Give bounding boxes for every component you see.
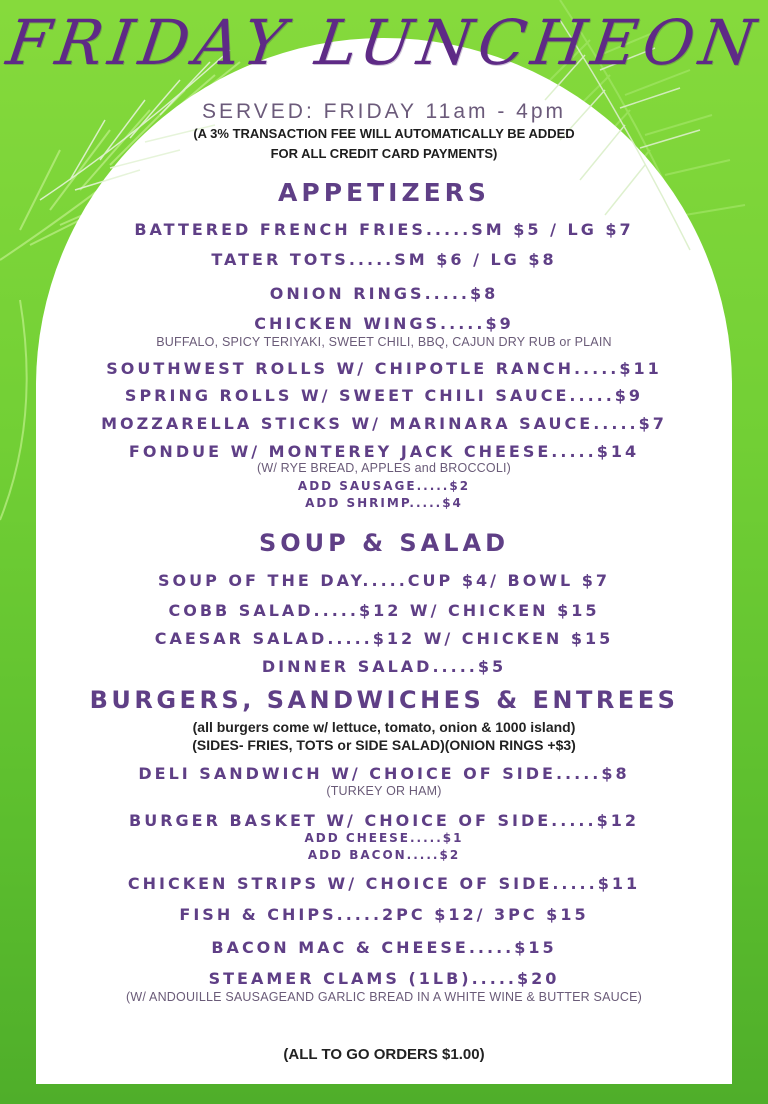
menu-item-soup-of-the-day: SOUP OF THE DAY.....CUP $4/ BOWL $7 (158, 571, 610, 590)
menu-item-dinner-salad: DINNER SALAD.....$5 (261, 657, 507, 676)
burger-add-cheese: ADD CHEESE.....$1 (304, 831, 464, 845)
menu-item-tater-tots: TATER TOTS.....SM $6 / LG $8 (211, 250, 557, 269)
soup-salad-heading: SOUP & SALAD (258, 529, 510, 557)
fee-notice-line-2: FOR ALL CREDIT CARD PAYMENTS) (270, 146, 498, 161)
fee-notice-line-1: (A 3% TRANSACTION FEE WILL AUTOMATICALLY BE ADDED (193, 126, 575, 141)
menu-item-chicken-strips: CHICKEN STRIPS W/ CHOICE OF SIDE.....$11 (127, 874, 641, 893)
burgers-sides-note: (SIDES- FRIES, TOTS or SIDE SALAD)(ONION RINGS +$3) (192, 737, 576, 753)
menu-item-southwest-rolls: SOUTHWEST ROLLS W/ CHIPOTLE RANCH.....$11 (106, 359, 662, 378)
menu-title: FRIDAY LUNCHEON (2, 6, 766, 79)
appetizers-heading: APPETIZERS (278, 178, 490, 207)
to-go-orders-note: (ALL TO GO ORDERS $1.00) (283, 1046, 485, 1063)
menu-item-steamer-clams: STEAMER CLAMS (1LB).....$20 (208, 969, 560, 988)
burger-add-bacon: ADD BACON.....$2 (307, 848, 461, 862)
menu-item-spring-rolls: SPRING ROLLS W/ SWEET CHILI SAUCE.....$9 (124, 386, 644, 405)
menu-item-chicken-wings: CHICKEN WINGS.....$9 (254, 314, 514, 333)
menu-item-onion-rings: ONION RINGS.....$8 (269, 284, 499, 303)
menu-item-fish-and-chips: FISH & CHIPS.....2PC $12/ 3PC $15 (179, 905, 589, 924)
menu-item-french-fries: BATTERED FRENCH FRIES.....SM $5 / LG $7 (134, 220, 634, 239)
burgers-toppings-note: (all burgers come w/ lettuce, tomato, onion & 1000 island) (192, 719, 576, 735)
fondue-add-sausage: ADD SAUSAGE.....$2 (297, 479, 471, 493)
menu-item-fondue: FONDUE W/ MONTEREY JACK CHEESE.....$14 (128, 442, 640, 461)
served-hours: SERVED: FRIDAY 11am - 4pm (201, 100, 567, 123)
fondue-note: (W/ RYE BREAD, APPLES and BROCCOLI) (256, 461, 512, 475)
menu-item-mozzarella-sticks: MOZZARELLA STICKS W/ MARINARA SAUCE.....$7 (101, 414, 667, 433)
menu-item-cobb-salad: COBB SALAD.....$12 W/ CHICKEN $15 (168, 601, 600, 620)
menu-item-burger-basket: BURGER BASKET W/ CHOICE OF SIDE.....$12 (129, 811, 639, 830)
wings-flavors-note: BUFFALO, SPICY TERIYAKI, SWEET CHILI, BBQ, CAJUN DRY RUB or PLAIN (156, 335, 612, 349)
deli-sandwich-note: (TURKEY OR HAM) (326, 784, 442, 798)
burgers-heading: BURGERS, SANDWICHES & ENTREES (89, 686, 679, 714)
fondue-add-shrimp: ADD SHRIMP.....$4 (305, 496, 463, 510)
steamer-clams-note: (W/ ANDOUILLE SAUSAGEAND GARLIC BREAD IN A WHITE WINE & BUTTER SAUCE) (126, 990, 642, 1004)
menu-item-deli-sandwich: DELI SANDWICH W/ CHOICE OF SIDE.....$8 (138, 764, 630, 783)
menu-item-bacon-mac-and-cheese: BACON MAC & CHEESE.....$15 (211, 938, 557, 957)
menu-item-caesar-salad: CAESAR SALAD.....$12 W/ CHICKEN $15 (154, 629, 614, 648)
